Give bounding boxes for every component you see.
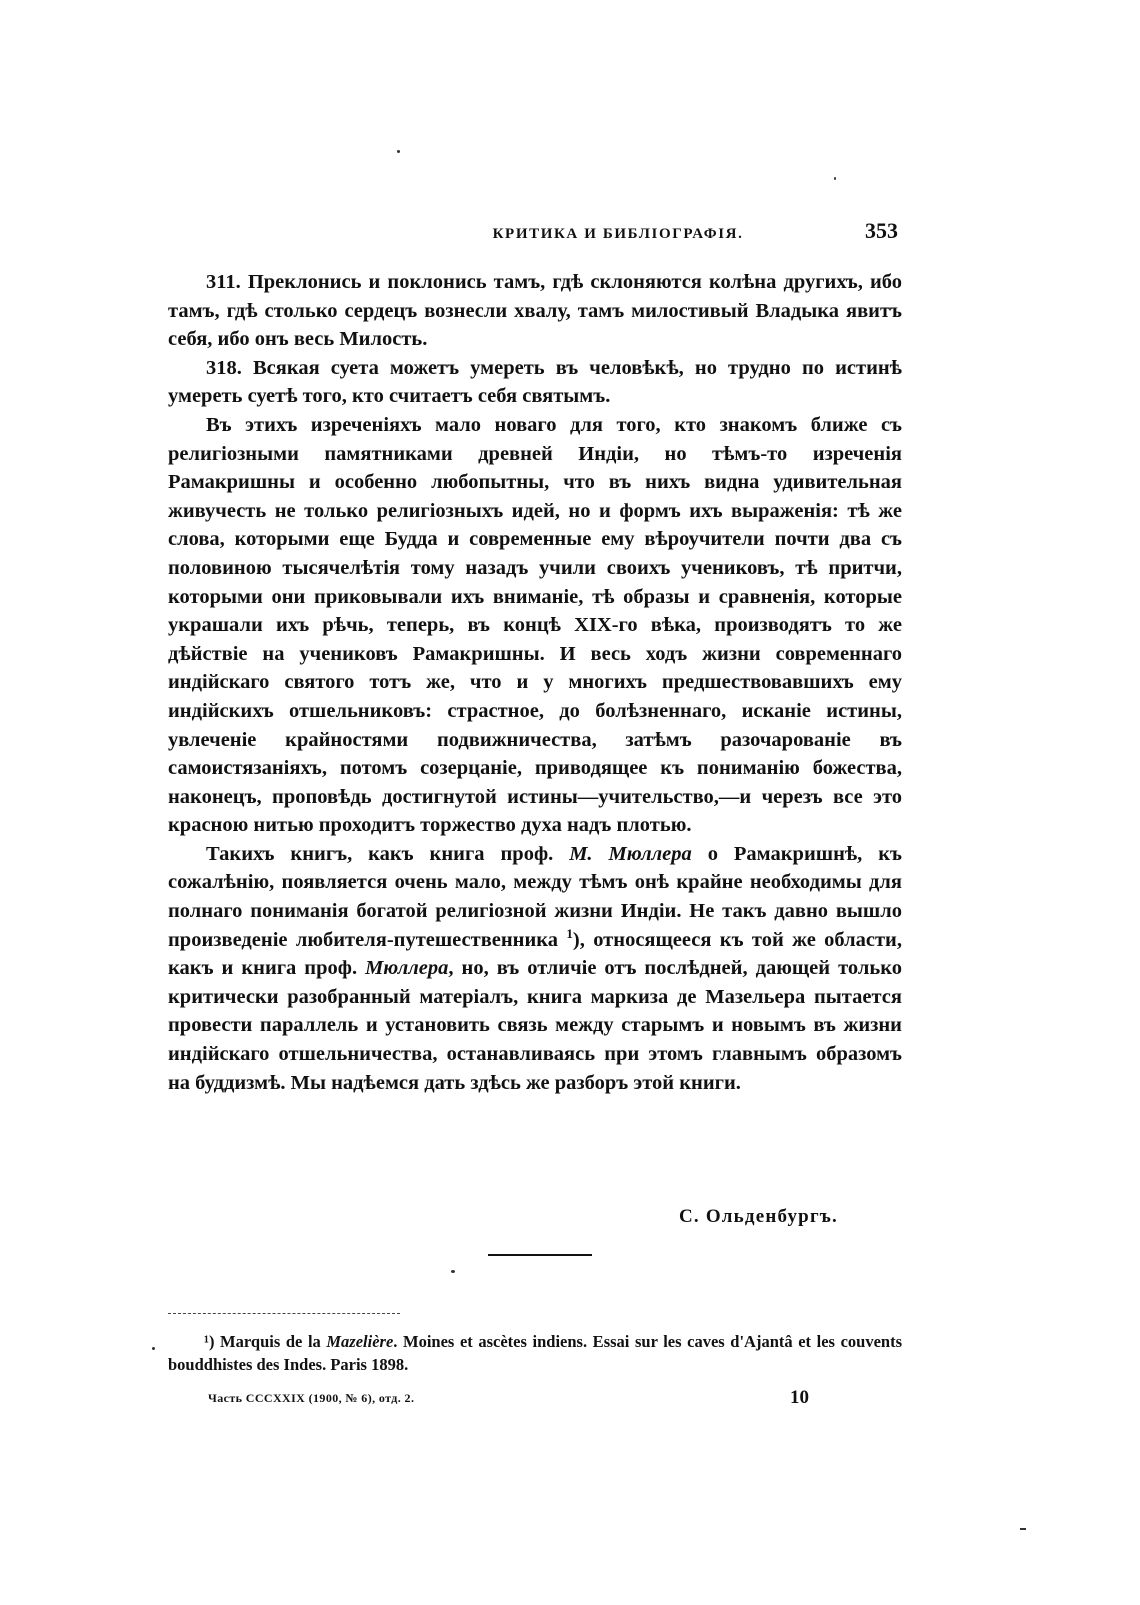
footnote-reference: 1 (566, 925, 573, 941)
paragraph-books-text-1: Такихъ книгъ, какъ книга проф. (206, 842, 570, 865)
author-name-mueller-2: Мюллера (365, 957, 449, 980)
scan-speck (451, 1270, 455, 1273)
paragraph-saying-311: 311. Преклонись и поклонись тамъ, гдѣ склоняются колѣна другихъ, ибо тамъ, гдѣ столько сердецъ вознесли хвалу, тамъ милостивый Владыка явитъ себя, ибо онъ весь Милость. (168, 271, 902, 351)
paragraph-books-text-3: ), относящееся къ той же области, какъ и книга проф. (168, 928, 902, 980)
scan-speck (397, 150, 400, 153)
footnote-body: . Moines et ascètes indiens. Essai sur les caves d'Ajantâ et les couvents bouddhistes des Indes. Paris 1898. (168, 1332, 902, 1374)
author-name-mueller: М. Мюллера (569, 842, 692, 865)
footnote (168, 1330, 902, 1376)
paragraph-books-text-4: , но, въ отличіе отъ послѣдней, дающей только критически разобранный матеріалъ, книга маркиза де Мазельера пытается провести параллель и установить связь между старымъ и новымъ въ жизни индійскаго отшельничества, останавливаясь при этомъ главнымъ образомъ на буддизмѣ. Мы надѣемся дать здѣсь же разборъ этой книги. (168, 957, 902, 1094)
article-body (168, 268, 902, 1097)
footer-signature-mark: 10 (790, 1387, 809, 1408)
footnote-separator (168, 1313, 400, 1314)
footnote-marker: ¹) (204, 1332, 221, 1351)
footnote-author-italic: Mazelière (326, 1332, 394, 1351)
scan-speck (834, 177, 836, 180)
scan-speck (152, 1347, 155, 1350)
author-signature: С. Ольденбургъ. (679, 1206, 838, 1227)
footnote-author-prefix: Marquis de la (220, 1332, 327, 1351)
footnote-text (168, 1330, 902, 1376)
paragraph-books-text-2: о Рамакришнѣ, къ сожалѣнію, появляется очень мало, между тѣмъ онѣ крайне необходимы для полнаго пониманія богатой религіозной жизни Индіи. Не такъ давно вышло произведеніе любителя-путешественника (168, 842, 902, 951)
paragraph-saying-318: 318. Всякая суета можетъ умереть въ человѣкѣ, но трудно по истинѣ умереть суетѣ того, кто считаетъ себя святымъ. (168, 356, 902, 408)
section-divider (488, 1254, 592, 1256)
footer-part-info: Часть CCCXXIX (1900, № 6), отд. 2. (208, 1391, 415, 1405)
paragraph-commentary: Въ этихъ изреченіяхъ мало новаго для того, кто знакомъ ближе съ религіозными памятниками древней Индіи, но тѣмъ-то изреченія Рамакришны и особенно любопытны, что въ нихъ видна удивительная живучесть не только религіозныхъ идей, но и формъ ихъ выраженія: тѣ же слова, которыми еще Будда и современные ему вѣроучители почти два съ половиною тысячелѣтія тому назадъ учили своихъ учениковъ, тѣ притчи, которыми они приковывали ихъ вниманіе, тѣ образы и сравненія, которые украшали ихъ рѣчь, теперь, въ концѣ XIX-го вѣка, производятъ то же дѣйствіе на учениковъ Рамакришны. И весь ходъ жизни современнаго индійскаго святого тотъ же, что и у многихъ предшествовавшихъ ему индійскихъ отшельниковъ: страстное, до болѣзненнаго, исканіе истины, увлеченіе крайностями подвижничества, затѣмъ разочарованіе въ самоистязаніяхъ, потомъ созерцаніе, приводящее къ пониманію божества, наконецъ, проповѣдь достигнутой истины—учительство,—и черезъ все это красною нитью проходитъ торжество духа надъ плотью. (168, 413, 902, 837)
paragraph-books (168, 840, 902, 1097)
page-number: 353 (865, 218, 898, 243)
scan-speck (1020, 1528, 1026, 1530)
running-title: КРИТИКА И БИБЛІОГРАФІЯ. (492, 226, 744, 242)
